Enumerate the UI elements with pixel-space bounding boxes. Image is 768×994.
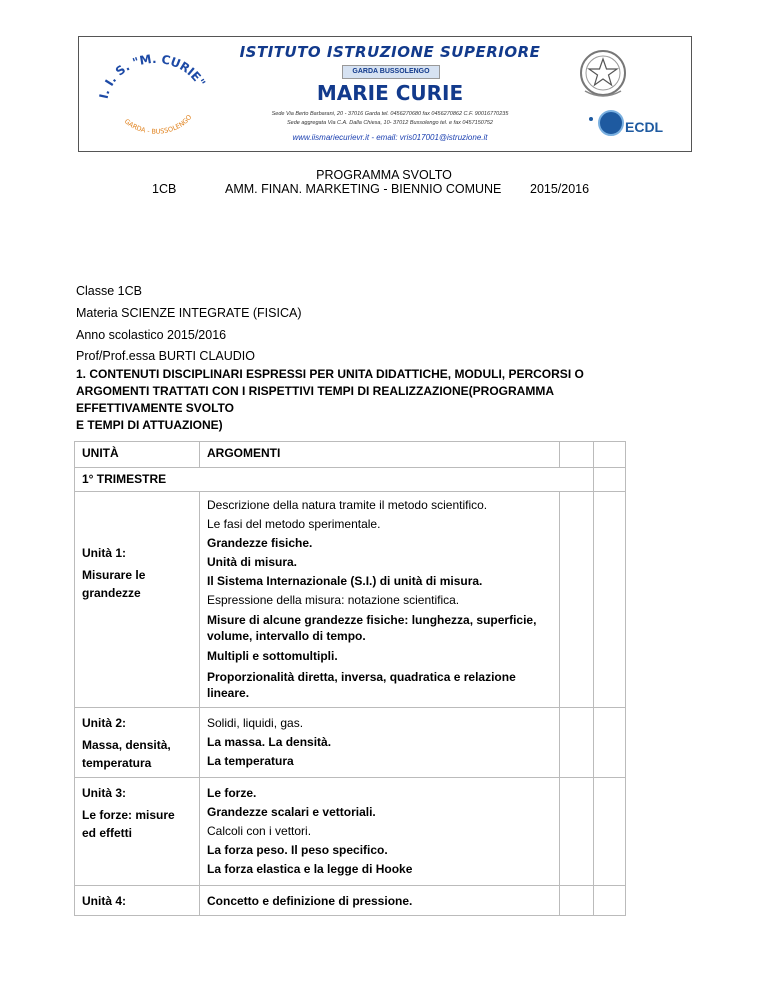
school-header-banner xyxy=(78,36,692,152)
institute-line: ISTITUTO ISTRUZIONE SUPERIORE xyxy=(239,43,541,61)
info-materia: Materia SCIENZE INTEGRATE (FISICA) xyxy=(76,306,302,320)
topic-item: Solidi, liquidi, gas. xyxy=(207,716,304,730)
unit-name: ed effetti xyxy=(82,826,133,840)
topic-item: La forza elastica e la legge di Hooke xyxy=(207,862,413,876)
topic-item: Concetto e definizione di pressione. xyxy=(207,894,413,908)
topic-item: La massa. La densità. xyxy=(207,735,332,749)
topic-item: Le forze. xyxy=(207,786,257,800)
table-row xyxy=(75,886,626,916)
topic-item: Grandezze scalari e vettoriali. xyxy=(207,805,376,819)
topic-item: Espressione della misura: notazione scientifica. xyxy=(207,593,460,607)
course-name: AMM. FINAN. MARKETING - BIENNIO COMUNE xyxy=(225,182,502,196)
unit-title: Unità 2: xyxy=(82,716,127,730)
topic-item: Descrizione della natura tramite il metodo scientifico. xyxy=(207,498,488,512)
school-seal-logo xyxy=(89,43,219,143)
unit-name: temperatura xyxy=(82,756,152,770)
school-year: 2015/2016 xyxy=(530,182,590,196)
topic-item: Unità di misura. xyxy=(207,555,298,569)
table-row xyxy=(75,492,626,708)
topic-item: Grandezze fisiche. xyxy=(207,536,313,550)
topic-item: La temperatura xyxy=(207,754,294,768)
info-classe: Classe 1CB xyxy=(76,284,142,298)
unit-title: Unità 1: xyxy=(82,546,127,560)
col-header-argomenti: ARGOMENTI xyxy=(207,446,281,460)
topic-item: Calcoli con i vettori. xyxy=(207,824,312,838)
table-row xyxy=(75,708,626,778)
topic-item: Il Sistema Internazionale (S.I.) di unità di misura. xyxy=(207,574,483,588)
ecdl-label: ECDL xyxy=(625,119,664,135)
location-band: GARDA BUSSOLENGO xyxy=(342,65,440,79)
website-email[interactable]: www.iismariecurievr.it - email: vris017001@istruzione.it xyxy=(292,133,488,142)
svg-text:I. I. S. "M. CURIE": I. I. S. "M. CURIE" xyxy=(96,51,209,100)
unit-name: Massa, densità, xyxy=(82,738,171,752)
republic-emblem-icon xyxy=(575,45,631,103)
table-row xyxy=(75,778,626,886)
table-row xyxy=(75,468,626,492)
class-code: 1CB xyxy=(152,182,177,196)
section-heading: 1. CONTENUTI DISCIPLINARI ESPRESSI PER UNITA DIDATTICHE, MODULI, PERCORSI O ARGOMENTI TRATTATI CON I RISPETTIVI TEMPI DI REALIZZAZIONE(PROGRAMMA EFFETTIVAMENTE SVOLTO E TEMPI DI ATTUAZIONE) xyxy=(76,367,584,432)
topic-item: La forza peso. Il peso specifico. xyxy=(207,843,388,857)
svg-text:GARDA - BUSSOLENGO: GARDA - BUSSOLENGO xyxy=(122,113,194,136)
unit-title: Unità 4: xyxy=(82,894,127,908)
info-prof: Prof/Prof.essa BURTI CLAUDIO xyxy=(76,349,255,363)
program-table xyxy=(74,441,626,916)
topic-item: Multipli e sottomultipli. xyxy=(207,649,338,663)
topic-item: Le fasi del metodo sperimentale. xyxy=(207,517,381,531)
unit-name: grandezze xyxy=(82,586,141,600)
trimestre-label: 1° TRIMESTRE xyxy=(82,472,167,486)
info-anno: Anno scolastico 2015/2016 xyxy=(76,328,227,342)
unit-title: Unità 3: xyxy=(82,786,127,800)
table-header-row xyxy=(75,442,626,468)
address-line-2: Sede aggregata Via C.A. Dalla Chiesa, 10- 37012 Bussolengo tel. e fax 0457150752 xyxy=(287,120,493,126)
topic-item: Proporzionalità diretta, inversa, quadratica e relazione lineare. xyxy=(207,670,516,700)
programma-title: PROGRAMMA SVOLTO xyxy=(316,168,452,182)
unit-name: Misurare le xyxy=(82,568,146,582)
topic-item: Misure di alcune grandezze fisiche: lunghezza, superficie, volume, intervallo di tempo. xyxy=(207,613,537,643)
address-line-1: Sede Via Berto Barbarani, 20 - 37016 Garda tel. 0456270680 fax 0456270862 C.F. 90016770235 xyxy=(271,111,509,117)
school-name: MARIE CURIE xyxy=(316,81,464,105)
col-header-unita: UNITÀ xyxy=(82,446,119,460)
unit-name: Le forze: misure xyxy=(82,808,175,822)
